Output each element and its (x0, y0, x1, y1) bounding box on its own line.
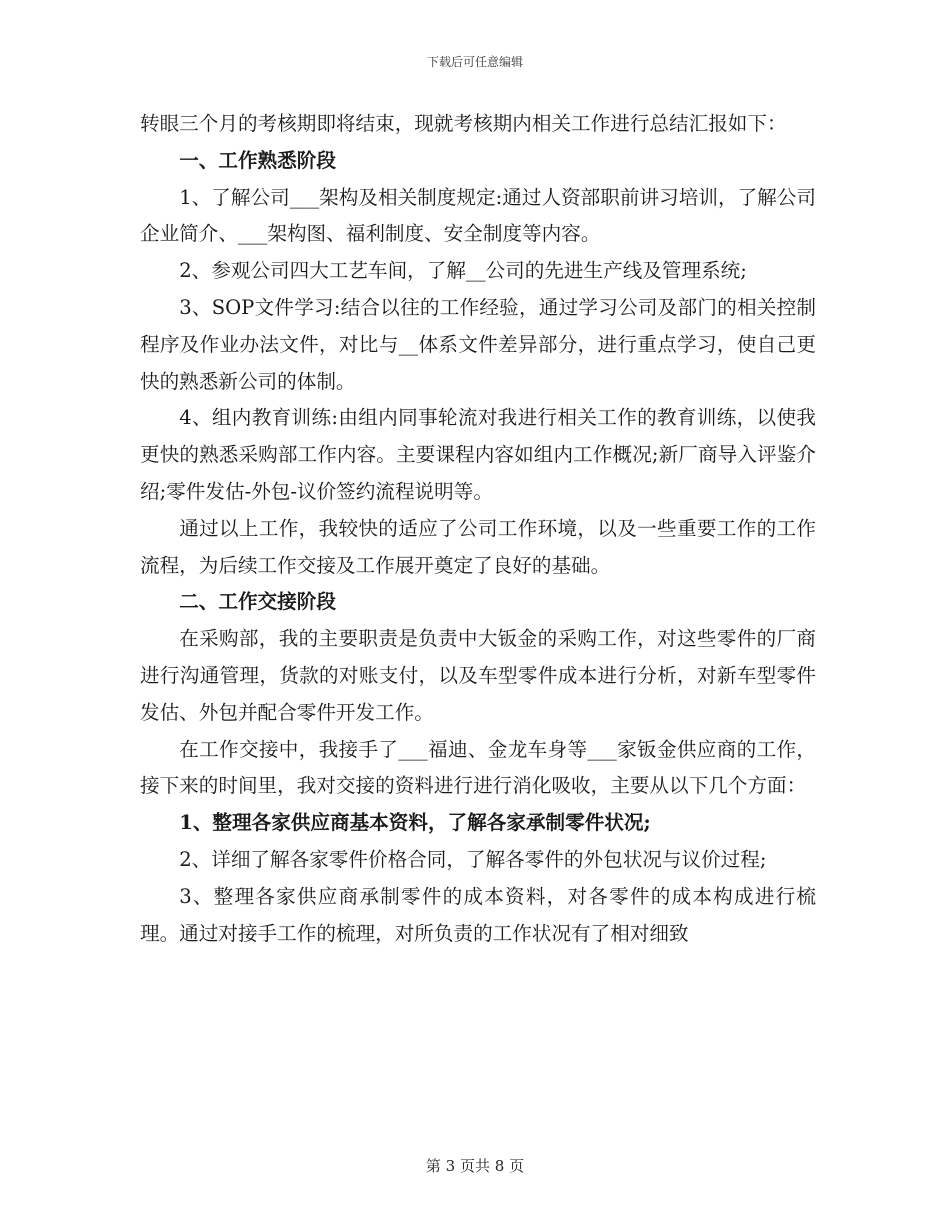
section-heading-handover: 二、工作交接阶段 (179, 590, 336, 614)
paragraph-item: 4、组内教育训练:由组内同事轮流对我进行相关工作的教育训练，以使我更快的熟悉采购部工作内容。主要课程内容如组内工作概况;新厂商导入评鉴介绍;零件发估-外包-议价签约流程说明等。 (140, 406, 816, 503)
document-body (140, 106, 816, 952)
paragraph-summary: 通过以上工作，我较快的适应了公司工作环境，以及一些重要工作的工作流程，为后续工作交接及工作展开奠定了良好的基础。 (140, 516, 816, 577)
paragraph-item: 3、整理各家供应商承制零件的成本资料，对各零件的成本构成进行梳理。通过对接手工作的梳理，对所负责的工作状况有了相对细致 (140, 884, 816, 945)
paragraph-item: 1、了解公司___架构及相关制度规定:通过人资部职前讲习培训，了解公司企业简介、___架构图、福利制度、安全制度等内容。 (140, 185, 816, 246)
section-heading-familiarization: 一、工作熟悉阶段 (179, 148, 336, 172)
paragraph-item: 3、SOP文件学习:结合以往的工作经验，通过学习公司及部门的相关控制程序及作业办法文件，对比与__体系文件差异部分，进行重点学习，使自己更快的熟悉新公司的体制。 (140, 295, 816, 393)
paragraph-item-bold: 1、整理各家供应商基本资料，了解各家承制零件状况; (179, 811, 651, 835)
paragraph-duties: 在采购部，我的主要职责是负责中大钣金的采购工作，对这些零件的厂商进行沟通管理，货款的对账支付，以及车型零件成本进行分析，对新车型零件发估、外包并配合零件开发工作。 (140, 627, 816, 724)
page-footer: 第 3 页共 8 页 (425, 1157, 525, 1175)
page-header: 下载后可任意编辑 (426, 55, 523, 69)
paragraph-item: 2、参观公司四大工艺车间，了解__公司的先进生产线及管理系统; (179, 259, 747, 283)
paragraph-handover: 在工作交接中，我接手了___福迪、金龙车身等___家钣金供应商的工作，接下来的时间里，我对交接的资料进行进行消化吸收，主要从以下几个方面： (140, 737, 816, 798)
paragraph-item: 2、详细了解各家零件价格合同，了解各零件的外包状况与议价过程; (179, 847, 767, 871)
paragraph-intro: 转眼三个月的考核期即将结束，现就考核期内相关工作进行总结汇报如下： (140, 112, 787, 135)
